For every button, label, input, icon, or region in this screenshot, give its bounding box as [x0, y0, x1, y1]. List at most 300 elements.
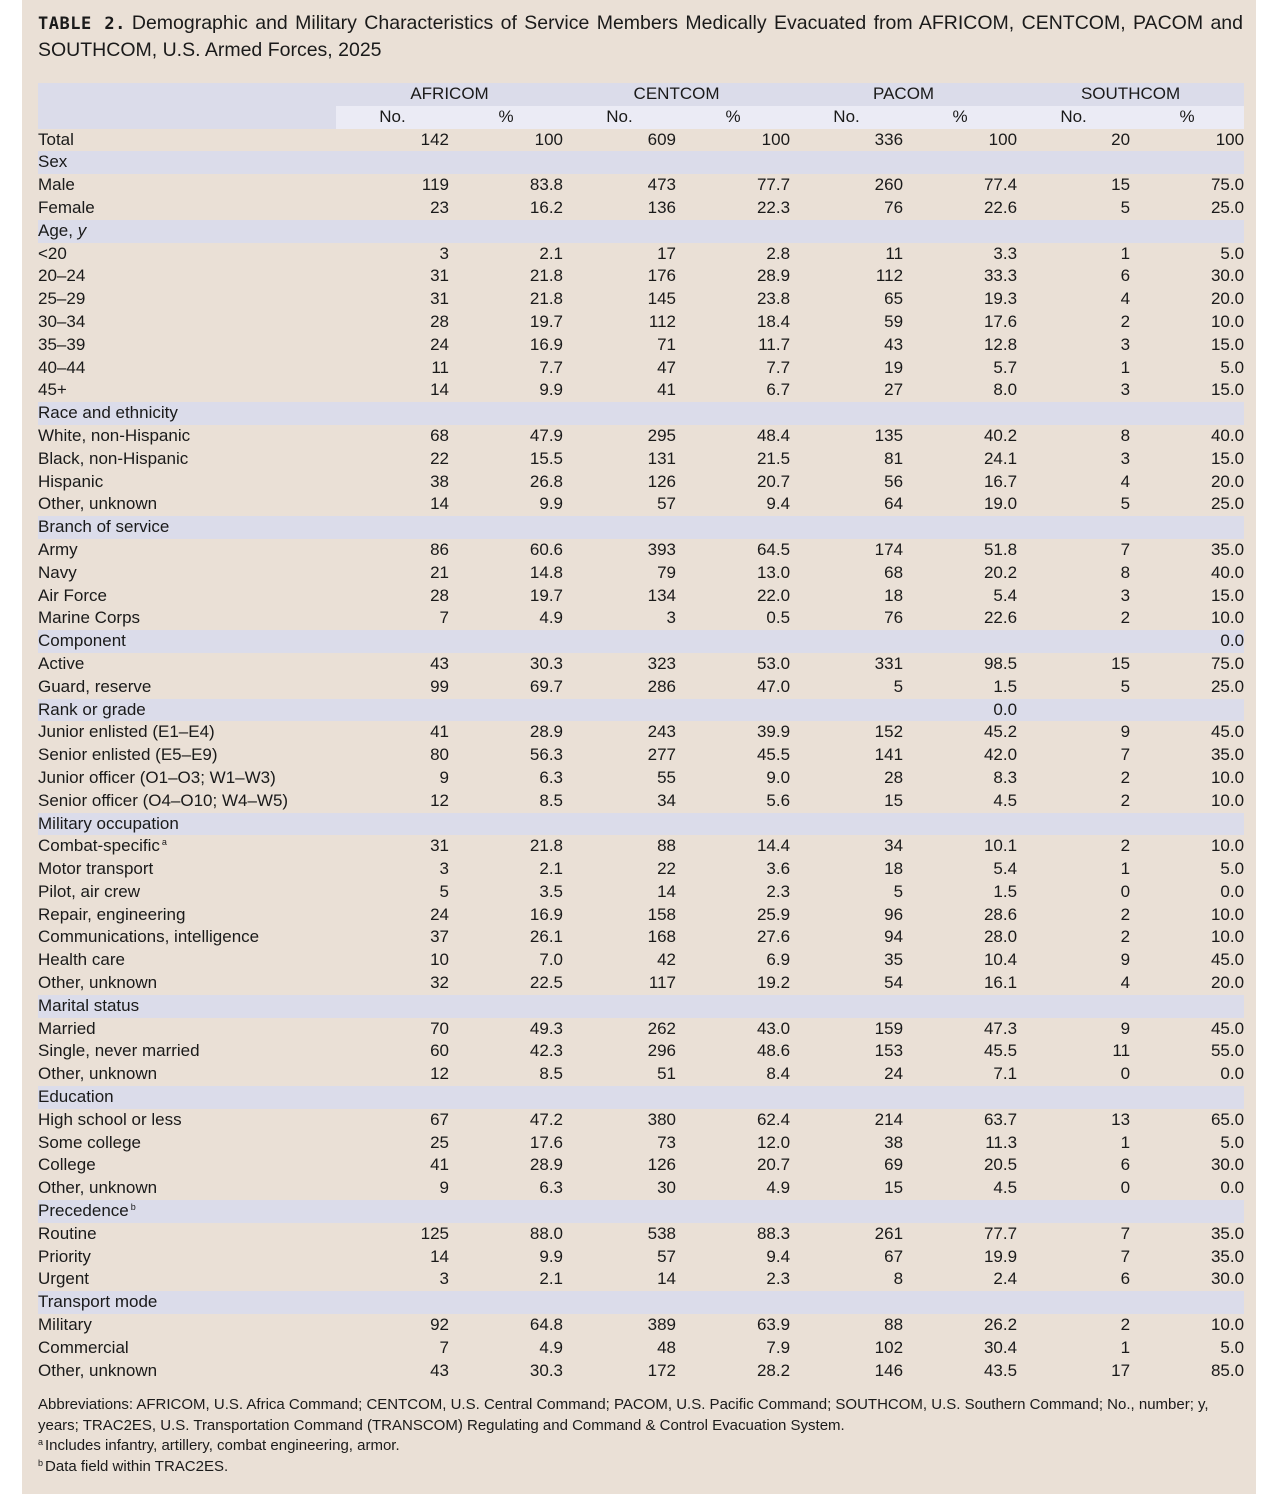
- row-label: [38, 926, 336, 949]
- row-label: [38, 539, 336, 562]
- percent-cell: 18.4: [756, 311, 791, 331]
- count-cell: 262: [647, 1018, 677, 1038]
- percent-cell: [1130, 220, 1244, 243]
- row-label-text: Other, unknown: [38, 1360, 158, 1380]
- count-cell: 31: [430, 836, 449, 856]
- percent-cell: 69.7: [529, 676, 564, 696]
- count-cell: [336, 1200, 449, 1223]
- group-label: [38, 813, 336, 836]
- percent-cell: [449, 630, 563, 653]
- percent-cell: 45.5: [756, 745, 791, 765]
- percent-cell: 100: [761, 129, 791, 149]
- row-label: [38, 1177, 336, 1200]
- row-label: [38, 1018, 336, 1041]
- percent-cell: 43.5: [983, 1360, 1018, 1380]
- row-label: [38, 379, 336, 402]
- count-cell: 102: [874, 1337, 904, 1357]
- percent-cell: 10.0: [1210, 904, 1245, 924]
- percent-cell: 22.3: [756, 197, 791, 217]
- percent-cell: 14.4: [756, 836, 791, 856]
- percent-cell: 22.5: [529, 973, 564, 993]
- percent-cell: 9.9: [539, 494, 564, 514]
- count-cell: [1017, 220, 1130, 243]
- count-cell: 126: [647, 1155, 677, 1175]
- footnote-text: Includes infantry, artillery, combat engineering, armor.: [45, 1437, 400, 1455]
- count-cell: [563, 220, 676, 243]
- count-cell: 1: [1120, 1337, 1131, 1357]
- count-cell: 41: [657, 380, 677, 400]
- count-cell: [336, 1086, 449, 1109]
- percent-cell: 40.0: [1210, 425, 1245, 445]
- table-label: TABLE 2.: [38, 14, 126, 34]
- count-cell: 28: [430, 311, 449, 331]
- row-label: [38, 311, 336, 334]
- count-cell: [790, 630, 903, 653]
- group-row: [38, 220, 1244, 243]
- count-cell: 159: [874, 1018, 904, 1038]
- group-label: [38, 699, 336, 722]
- percent-cell: 10.0: [1210, 311, 1245, 331]
- table-row: [38, 926, 1244, 949]
- count-cell: 323: [647, 653, 677, 673]
- header-blank: [38, 106, 336, 129]
- percent-cell: 3.3: [993, 243, 1018, 263]
- count-cell: 48: [657, 1337, 677, 1357]
- table-row: [38, 767, 1244, 790]
- count-cell: 9: [1120, 1018, 1131, 1038]
- percent-cell: [449, 995, 563, 1018]
- row-label: [38, 357, 336, 380]
- table-row: [38, 425, 1244, 448]
- percent-cell: 24.1: [983, 448, 1018, 468]
- count-cell: 34: [884, 836, 904, 856]
- row-label-text: 20–24: [38, 266, 86, 286]
- count-cell: 32: [430, 973, 449, 993]
- percent-cell: [676, 1086, 790, 1109]
- count-cell: 243: [647, 722, 677, 742]
- percent-cell: 25.0: [1210, 494, 1245, 514]
- percent-cell: 28.2: [756, 1360, 791, 1380]
- row-label-text: Commercial: [38, 1337, 129, 1357]
- count-cell: 14: [430, 1246, 449, 1266]
- count-cell: 99: [430, 676, 449, 696]
- header-pct: %: [1130, 106, 1244, 129]
- count-cell: 41: [430, 1155, 449, 1175]
- footnote-marker: b: [130, 1202, 136, 1213]
- percent-cell: 5.0: [1220, 1132, 1245, 1152]
- percent-cell: 25.0: [1210, 676, 1245, 696]
- count-cell: 7: [1120, 745, 1131, 765]
- table-row: [38, 949, 1244, 972]
- row-label-text: 40–44: [38, 357, 86, 377]
- count-cell: 295: [647, 425, 677, 445]
- row-label: [38, 585, 336, 608]
- count-cell: [1017, 813, 1130, 836]
- table-row: [38, 288, 1244, 311]
- percent-cell: 88.3: [756, 1223, 791, 1243]
- percent-cell: 10.0: [1210, 927, 1245, 947]
- percent-cell: 21.5: [756, 448, 791, 468]
- count-cell: 10: [430, 950, 449, 970]
- percent-cell: 22.0: [756, 585, 791, 605]
- group-label-text: Military occupation: [38, 813, 179, 833]
- count-cell: 5: [1120, 676, 1131, 696]
- count-cell: 125: [420, 1223, 449, 1243]
- percent-cell: [676, 699, 790, 722]
- percent-cell: 16.9: [529, 904, 564, 924]
- percent-cell: [449, 220, 563, 243]
- count-cell: 42: [657, 950, 677, 970]
- row-label-text: Junior officer (O1–O3; W1–W3): [38, 767, 276, 787]
- percent-cell: 5.7: [993, 357, 1018, 377]
- percent-cell: 85.0: [1210, 1360, 1245, 1380]
- row-label: [38, 721, 336, 744]
- row-label: [38, 676, 336, 699]
- footnote: [38, 1436, 1248, 1457]
- percent-cell: 25.9: [756, 904, 791, 924]
- count-cell: 7: [439, 1337, 449, 1357]
- percent-cell: 30.3: [529, 1360, 564, 1380]
- count-cell: 69: [884, 1155, 904, 1175]
- percent-cell: 49.3: [529, 1018, 564, 1038]
- percent-cell: [903, 1200, 1017, 1223]
- count-cell: 8: [893, 1269, 904, 1289]
- percent-cell: 11.3: [985, 1132, 1018, 1152]
- row-label: [38, 425, 336, 448]
- row-label-text: 25–29: [38, 289, 86, 309]
- table-row: [38, 1246, 1244, 1269]
- percent-cell: 23.8: [756, 289, 791, 309]
- percent-cell: 30.0: [1210, 1269, 1245, 1289]
- row-label: [38, 858, 336, 881]
- group-label-text: Marital status: [38, 995, 140, 1015]
- group-label: [38, 220, 336, 243]
- percent-cell: 19.7: [529, 585, 564, 605]
- row-label-text: Combat-specific: [38, 836, 160, 856]
- row-label-text: Routine: [38, 1223, 97, 1243]
- count-cell: [563, 813, 676, 836]
- row-label: [38, 1246, 336, 1269]
- count-cell: 119: [421, 175, 449, 195]
- table-row: [38, 585, 1244, 608]
- footnote: [38, 1457, 1248, 1478]
- group-row: [38, 813, 1244, 836]
- count-cell: [1017, 151, 1130, 174]
- table-row: [38, 744, 1244, 767]
- count-cell: [563, 151, 676, 174]
- row-label: [38, 835, 336, 858]
- percent-cell: 12.0: [756, 1132, 791, 1152]
- percent-cell: 28.6: [983, 904, 1018, 924]
- percent-cell: 10.0: [1210, 790, 1245, 810]
- footnote-mark: b: [38, 1457, 44, 1468]
- count-cell: 142: [420, 129, 449, 149]
- row-label: [38, 790, 336, 813]
- percent-cell: [449, 402, 563, 425]
- percent-cell: [449, 1291, 563, 1314]
- table-row: [38, 448, 1244, 471]
- percent-cell: 20.0: [1210, 289, 1245, 309]
- percent-cell: 98.5: [983, 653, 1018, 673]
- count-cell: 4: [1120, 289, 1131, 309]
- count-cell: [563, 1291, 676, 1314]
- count-cell: [563, 995, 676, 1018]
- row-label: [38, 493, 336, 516]
- table-row: [38, 1040, 1244, 1063]
- count-cell: 473: [647, 175, 677, 195]
- percent-cell: 30.0: [1210, 266, 1245, 286]
- percent-cell: [676, 1291, 790, 1314]
- percent-cell: 15.0: [1210, 448, 1245, 468]
- percent-cell: 16.7: [983, 471, 1018, 491]
- count-cell: 331: [874, 653, 904, 673]
- count-cell: 134: [647, 585, 677, 605]
- percent-cell: [449, 516, 563, 539]
- percent-cell: 4.5: [993, 790, 1018, 810]
- table-row: [38, 1063, 1244, 1086]
- group-label-text: Sex: [38, 152, 68, 172]
- group-label-text: Race and ethnicity: [38, 403, 178, 423]
- row-label-text: Marine Corps: [38, 608, 141, 628]
- row-label: [38, 334, 336, 357]
- count-cell: [1017, 1291, 1130, 1314]
- count-cell: 11: [885, 243, 904, 263]
- row-label: [38, 1223, 336, 1246]
- percent-cell: 20.0: [1210, 471, 1245, 491]
- percent-cell: 35.0: [1210, 1223, 1245, 1243]
- percent-cell: 20.7: [756, 471, 791, 491]
- count-cell: [1017, 516, 1130, 539]
- count-cell: [790, 1200, 903, 1223]
- percent-cell: 83.8: [529, 175, 564, 195]
- percent-cell: 33.3: [983, 266, 1018, 286]
- header-command: CENTCOM: [563, 83, 790, 106]
- count-cell: [563, 699, 676, 722]
- group-label-text: Age,: [38, 220, 78, 240]
- percent-cell: 15.0: [1210, 334, 1245, 354]
- count-cell: [336, 630, 449, 653]
- percent-cell: 10.0: [1210, 1315, 1245, 1335]
- percent-cell: 75.0: [1210, 175, 1245, 195]
- row-label-text: White, non-Hispanic: [38, 425, 191, 445]
- count-cell: 3: [439, 243, 449, 263]
- row-label: [38, 767, 336, 790]
- percent-cell: 19.9: [983, 1246, 1018, 1266]
- percent-cell: 9.9: [539, 380, 564, 400]
- percent-cell: 9.4: [766, 1246, 791, 1266]
- percent-cell: [1130, 1086, 1244, 1109]
- count-cell: 14: [657, 881, 677, 901]
- percent-cell: 2.8: [766, 243, 791, 263]
- row-label-text: Female: [38, 197, 95, 217]
- row-label-text: Air Force: [38, 585, 107, 605]
- count-cell: 35: [884, 950, 904, 970]
- percent-cell: 40.0: [1210, 562, 1245, 582]
- count-cell: 1: [1120, 357, 1131, 377]
- row-label: [38, 1314, 336, 1337]
- percent-cell: 6.3: [539, 1178, 564, 1198]
- percent-cell: [1130, 1291, 1244, 1314]
- row-label: [38, 744, 336, 767]
- count-cell: 286: [647, 676, 677, 696]
- command-header-row: [38, 83, 1244, 106]
- count-cell: 296: [647, 1041, 677, 1061]
- count-cell: 1: [1120, 1132, 1131, 1152]
- percent-cell: 10.1: [983, 836, 1018, 856]
- percent-cell: 4.9: [766, 1178, 791, 1198]
- count-cell: 43: [430, 653, 449, 673]
- table-row: [38, 493, 1244, 516]
- count-cell: 47: [657, 357, 677, 377]
- table-row: [38, 653, 1244, 676]
- count-cell: 7: [439, 608, 449, 628]
- row-label-text: 45+: [38, 380, 67, 400]
- count-cell: 21: [430, 562, 449, 582]
- count-cell: 141: [874, 745, 904, 765]
- percent-cell: [903, 813, 1017, 836]
- percent-cell: [903, 220, 1017, 243]
- row-label-text: Junior enlisted (E1–E4): [38, 722, 215, 742]
- header-command: SOUTHCOM: [1017, 83, 1244, 106]
- group-row: [38, 699, 1244, 722]
- count-cell: [790, 516, 903, 539]
- percent-cell: 51.8: [983, 539, 1018, 559]
- percent-cell: 11.7: [758, 334, 791, 354]
- percent-cell: 8.3: [993, 767, 1018, 787]
- table-row: [38, 721, 1244, 744]
- percent-cell: 16.2: [529, 197, 564, 217]
- count-cell: 25: [430, 1132, 449, 1152]
- count-cell: 3: [1120, 585, 1131, 605]
- percent-cell: 16.9: [529, 334, 564, 354]
- header-no: No.: [790, 106, 903, 129]
- header-command: PACOM: [790, 83, 1017, 106]
- percent-cell: 45.0: [1210, 722, 1245, 742]
- count-cell: 8: [1120, 562, 1131, 582]
- percent-cell: 7.9: [766, 1337, 791, 1357]
- percent-cell: 4.9: [539, 1337, 564, 1357]
- group-label: [38, 995, 336, 1018]
- count-cell: [336, 220, 449, 243]
- table-notes: [38, 1395, 1248, 1477]
- row-label-text: Military: [38, 1315, 92, 1335]
- group-label-text: Transport mode: [38, 1292, 158, 1312]
- table-row: [38, 197, 1244, 220]
- percent-cell: 65.0: [1210, 1109, 1245, 1129]
- percent-cell: [676, 813, 790, 836]
- group-row: [38, 1200, 1244, 1223]
- row-label: [38, 1063, 336, 1086]
- count-cell: 117: [648, 973, 677, 993]
- count-cell: 57: [657, 494, 677, 514]
- header-pct: %: [449, 106, 563, 129]
- percent-cell: 42.3: [529, 1041, 564, 1061]
- row-label-text: Guard, reserve: [38, 676, 152, 696]
- count-cell: 17: [1111, 1360, 1131, 1380]
- count-cell: [336, 813, 449, 836]
- percent-cell: 3.6: [766, 859, 791, 879]
- percent-cell: 77.7: [756, 175, 791, 195]
- group-label-text: Rank or grade: [38, 699, 146, 719]
- percent-cell: [676, 220, 790, 243]
- count-cell: 176: [647, 266, 677, 286]
- percent-cell: 0.0: [1220, 881, 1245, 901]
- percent-cell: 62.4: [756, 1109, 791, 1129]
- count-cell: 92: [430, 1315, 449, 1335]
- percent-cell: 21.8: [529, 289, 564, 309]
- count-cell: 73: [657, 1132, 677, 1152]
- count-cell: [1017, 630, 1130, 653]
- count-cell: 54: [884, 973, 904, 993]
- percent-cell: 5.4: [993, 585, 1018, 605]
- row-label: [38, 904, 336, 927]
- group-row: [38, 1086, 1244, 1109]
- count-cell: 2: [1120, 311, 1131, 331]
- row-label: [38, 1040, 336, 1063]
- row-label-text: Priority: [38, 1246, 91, 1266]
- count-cell: 5: [893, 881, 904, 901]
- percent-cell: 47.3: [983, 1018, 1018, 1038]
- row-label-text: Some college: [38, 1132, 142, 1152]
- table-row: [38, 881, 1244, 904]
- group-label: [38, 151, 336, 174]
- count-cell: 2: [1120, 904, 1131, 924]
- percent-cell: 75.0: [1210, 653, 1245, 673]
- count-cell: 23: [430, 197, 449, 217]
- count-cell: 37: [430, 927, 449, 947]
- percent-cell: 20.2: [983, 562, 1018, 582]
- percent-cell: 4.9: [539, 608, 564, 628]
- row-label-text: Other, unknown: [38, 494, 158, 514]
- count-cell: 261: [874, 1223, 904, 1243]
- count-cell: 609: [647, 129, 677, 149]
- row-label-text: Other, unknown: [38, 1178, 158, 1198]
- percent-cell: 43.0: [756, 1018, 791, 1038]
- count-cell: [790, 220, 903, 243]
- count-cell: 80: [430, 745, 449, 765]
- percent-cell: [449, 151, 563, 174]
- percent-cell: [1130, 813, 1244, 836]
- row-label: [38, 1360, 336, 1383]
- count-cell: [1017, 1086, 1130, 1109]
- row-label-text: Single, never married: [38, 1041, 200, 1061]
- percent-cell: 2.3: [766, 881, 791, 901]
- count-cell: 14: [430, 380, 449, 400]
- percent-cell: [903, 1086, 1017, 1109]
- row-label: [38, 174, 336, 197]
- percent-cell: 21.8: [529, 836, 564, 856]
- percent-cell: [676, 516, 790, 539]
- row-label: [38, 1132, 336, 1155]
- percent-cell: 47.2: [529, 1109, 564, 1129]
- header-no: No.: [1017, 106, 1130, 129]
- percent-cell: 19.3: [983, 289, 1018, 309]
- percent-cell: 10.0: [1210, 608, 1245, 628]
- count-cell: 4: [1120, 973, 1131, 993]
- count-cell: [790, 1086, 903, 1109]
- count-cell: 15: [884, 790, 904, 810]
- row-label-text: Army: [38, 539, 78, 559]
- row-label: [38, 607, 336, 630]
- count-cell: 5: [893, 676, 904, 696]
- table-row: [38, 1314, 1244, 1337]
- row-label-text: Hispanic: [38, 471, 104, 491]
- count-cell: 1: [1120, 243, 1131, 263]
- group-label-unit: y: [77, 220, 87, 240]
- count-cell: [336, 402, 449, 425]
- count-cell: 0: [1120, 1064, 1131, 1084]
- group-label-text: Component: [38, 631, 126, 651]
